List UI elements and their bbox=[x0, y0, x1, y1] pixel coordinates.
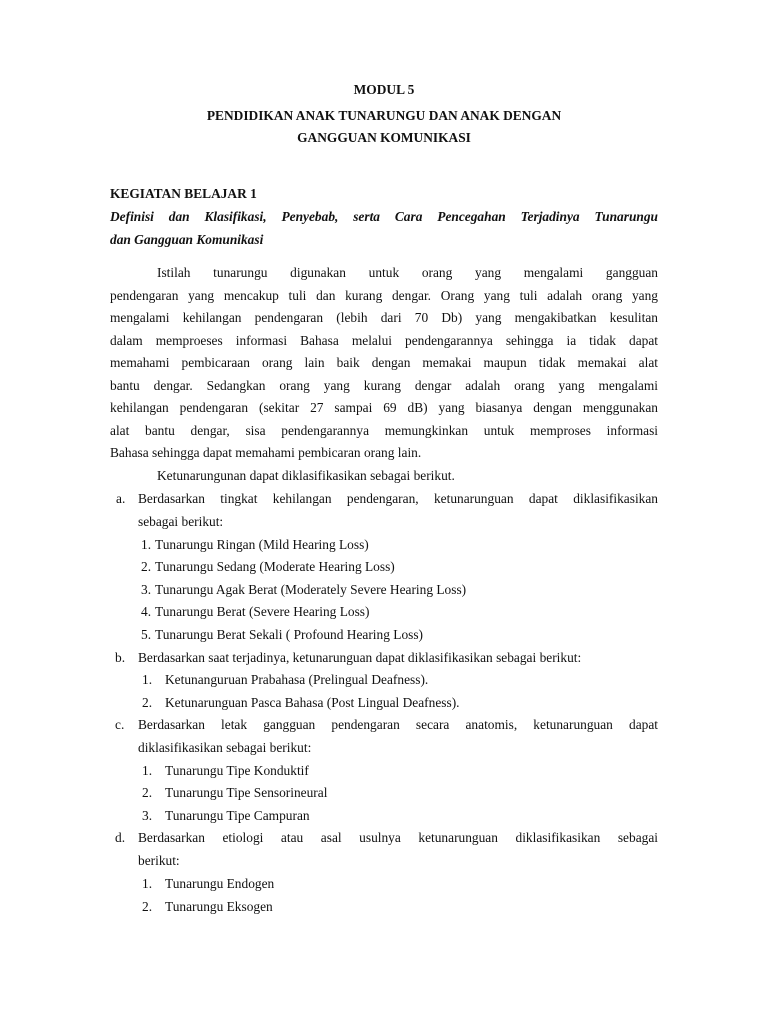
list-item: Ketunanguruan Prabahasa (Prelingual Deafness). bbox=[165, 672, 429, 687]
section-subtitle-line-2: dan Gangguan Komunikasi bbox=[110, 232, 264, 247]
list-item-number: 2. bbox=[142, 695, 153, 710]
paragraph-line: mengalami kehilangan pendengaran (lebih dari 70 Db) yang mengakibatkan kesulitan bbox=[110, 310, 658, 325]
list-item: Tunarungu Tipe Sensorineural bbox=[165, 785, 328, 800]
module-title: MODUL 5 bbox=[353, 82, 415, 97]
list-item-number: 3. bbox=[141, 582, 152, 597]
classification-intro: Ketunarungunan dapat diklasifikasikan sebagai berikut. bbox=[157, 468, 455, 483]
list-item: Tunarungu Endogen bbox=[165, 876, 275, 891]
list-item-number: 1. bbox=[142, 876, 153, 891]
group-c-text: Berdasarkan letak gangguan pendengaran secara anatomis, ketunarunguan dapat bbox=[138, 717, 658, 732]
list-item-number: 2. bbox=[141, 559, 152, 574]
paragraph-line: Istilah tunarungu digunakan untuk orang yang mengalami gangguan bbox=[157, 265, 658, 280]
list-item: Tunarungu Tipe Konduktif bbox=[165, 763, 309, 778]
list-marker-b: b. bbox=[115, 650, 126, 665]
list-item-number: 4. bbox=[141, 604, 152, 619]
paragraph-line: pendengaran yang mencakup tuli dan kurang dengar. Orang yang tuli adalah orang yang bbox=[110, 288, 658, 303]
list-marker-c: c. bbox=[115, 717, 125, 732]
list-item: Tunarungu Ringan (Mild Hearing Loss) bbox=[155, 537, 369, 552]
group-d-text: Berdasarkan etiologi atau asal usulnya ketunarunguan diklasifikasikan sebagai bbox=[138, 830, 658, 845]
paragraph-line: alat bantu dengar, sisa pendengarannya memungkinkan untuk memproses informasi bbox=[110, 423, 658, 438]
group-c-text-line-2: diklasifikasikan sebagai berikut: bbox=[138, 740, 312, 755]
paragraph-line: kehilangan pendengaran (sekitar 27 sampai 69 dB) yang biasanya dengan menggunakan bbox=[110, 400, 658, 415]
paragraph-line: memahami pembicaraan orang lain baik dengan memakai maupun tidak memakai alat bbox=[110, 355, 658, 370]
list-item: Tunarungu Agak Berat (Moderately Severe Hearing Loss) bbox=[155, 582, 467, 597]
list-item-number: 1. bbox=[141, 537, 152, 552]
list-item-number: 1. bbox=[142, 672, 153, 687]
list-item-number: 1. bbox=[142, 763, 153, 778]
list-item-number: 3. bbox=[142, 808, 153, 823]
paragraph-line: bantu dengar. Sedangkan orang yang kurang dengar adalah orang yang mengalami bbox=[110, 378, 658, 393]
paragraph-line: Bahasa sehingga dapat memahami pembicaran orang lain. bbox=[110, 445, 422, 460]
list-item-number: 2. bbox=[142, 899, 153, 914]
list-item-number: 2. bbox=[142, 785, 153, 800]
module-title-line-3: GANGGUAN KOMUNIKASI bbox=[297, 130, 471, 145]
list-item: Tunarungu Berat (Severe Hearing Loss) bbox=[155, 604, 370, 619]
list-marker-d: d. bbox=[115, 830, 126, 845]
list-item: Tunarungu Sedang (Moderate Hearing Loss) bbox=[155, 559, 395, 574]
list-item: Ketunarunguan Pasca Bahasa (Post Lingual Deafness). bbox=[165, 695, 460, 710]
list-marker-a: a. bbox=[116, 491, 126, 506]
list-item: Tunarungu Berat Sekali ( Profound Hearing Loss) bbox=[155, 627, 424, 642]
group-a-text: Berdasarkan tingkat kehilangan pendengaran, ketunarunguan dapat diklasifikasikan bbox=[138, 491, 658, 506]
group-a-text-line-2: sebagai berikut: bbox=[138, 514, 224, 529]
group-d-text-line-2: berikut: bbox=[138, 853, 180, 868]
list-item: Tunarungu Tipe Campuran bbox=[165, 808, 310, 823]
list-item: Tunarungu Eksogen bbox=[165, 899, 273, 914]
module-title-line-2: PENDIDIKAN ANAK TUNARUNGU DAN ANAK DENGAN bbox=[206, 108, 562, 123]
paragraph-line: dalam memproeses informasi Bahasa melalui pendengarannya sehingga ia tidak dapat bbox=[110, 333, 658, 348]
section-subtitle: Definisi dan Klasifikasi, Penyebab, serta Cara Pencegahan Terjadinya Tunarungu bbox=[110, 209, 658, 224]
group-b-text: Berdasarkan saat terjadinya, ketunarunguan dapat diklasifikasikan sebagai berikut: bbox=[138, 650, 582, 665]
section-heading: KEGIATAN BELAJAR 1 bbox=[110, 186, 257, 201]
list-item-number: 5. bbox=[141, 627, 152, 642]
